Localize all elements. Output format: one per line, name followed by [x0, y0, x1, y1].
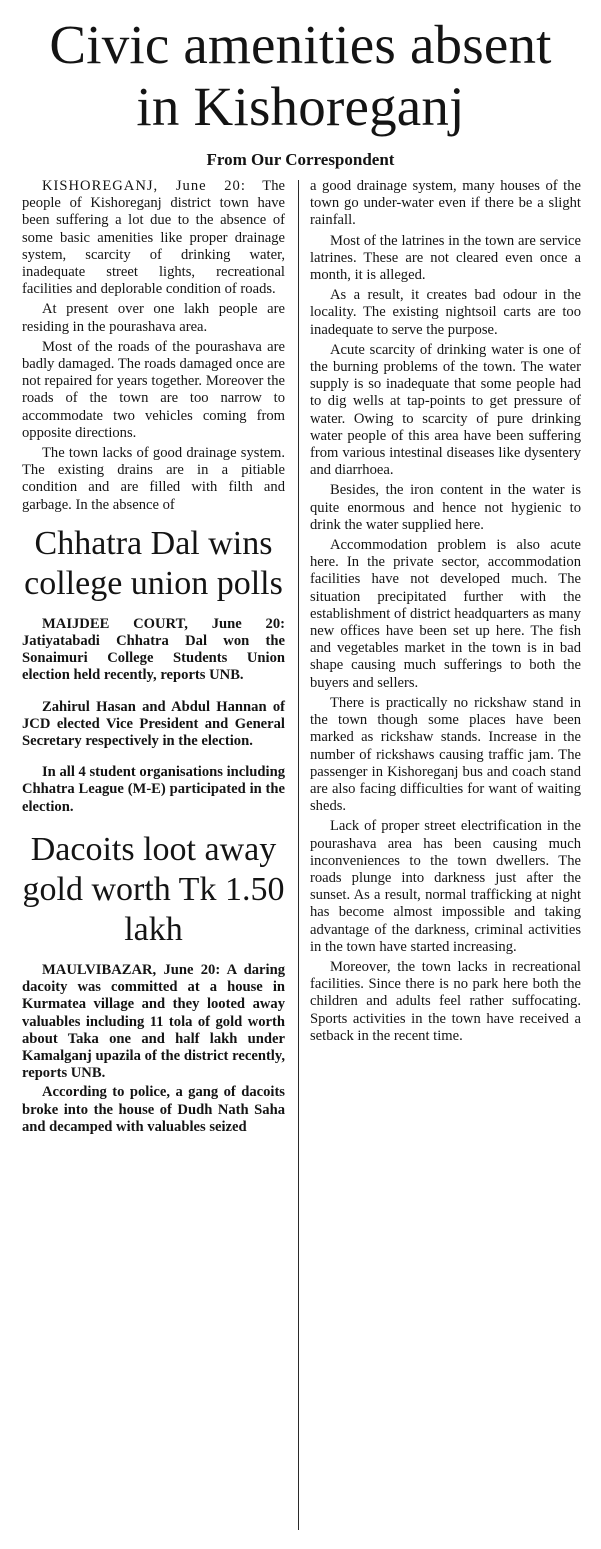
story2-body: [22, 616, 285, 816]
article-paragraph: [22, 178, 285, 298]
story3-paragraph: According to police, a gang of dacoits broke into the house of Dudh Nath Saha and decamped with valuables seized: [22, 1084, 285, 1135]
article-paragraph: Acute scarcity of drinking water is one of the burning problems of the town. The water supply is so inadequate that some people had to dig wells at tap-points to get pressure of water. Owing to scarcity of pure drinking water people of this area have been suffering from various intestinal diseases like dysentery and diarrhoea.: [310, 341, 581, 479]
story2-paragraph: Zahirul Hasan and Abdul Hannan of JCD elected Vice President and General Secretary respectively in the election.: [22, 698, 285, 750]
article-paragraph: Lack of proper street electrification in the pourashava area has been causing much inconveniences to the town dwellers. The roads plunge into darkness just after the sunset. As a result, normal trafficking at night has become almost impossible and taking advantage of the darkness, criminal activities in the town have started increasing.: [310, 818, 581, 955]
dateline: KISHOREGANJ, June 20:: [42, 178, 246, 194]
main-headline-line-1: Civic amenities absent: [49, 14, 552, 75]
left-column: [22, 178, 285, 1138]
main-headline: [0, 14, 601, 138]
article-paragraph: As a result, it creates bad odour in the locality. The existing nightsoil carts are too inadequate to serve the purpose.: [310, 287, 581, 338]
story2-headline: Chhatra Dal wins college union polls: [24, 524, 283, 602]
column-divider: [298, 180, 299, 1530]
main-headline-line-2: in Kishoreganj: [136, 76, 465, 137]
story3-body: [22, 962, 285, 1136]
story3-paragraph: MAULVIBAZAR, June 20: A daring dacoity was committed at a house in Kurmatea village and they looted away valuables including 11 tola of gold worth about Taka one and half lakh under Kamalganj upazila of the district recently, reports UNB.: [22, 961, 285, 1082]
story3-headline: Dacoits loot away gold worth Tk 1.50 lakh: [22, 830, 285, 948]
byline: From Our Correspondent: [206, 150, 395, 169]
story2-paragraph: MAIJDEE COURT, June 20: Jatiyatabadi Chhatra Dal won the Sonaimuri College Students Union election held recently, reports UNB.: [22, 615, 285, 684]
right-column: [310, 178, 581, 1048]
article-paragraph: Most of the roads of the pourashava are badly damaged. The roads damaged once are not repaired for years together. Moreover the roads of the town are too narrow to accommodate two vehicles coming from opposite directions.: [22, 338, 285, 441]
article-paragraph: Most of the latrines in the town are service latrines. These are not cleared even once a month, it is alleged.: [310, 232, 581, 284]
article-paragraph: The town lacks of good drainage system. The existing drains are in a pitiable condition and are filled with filth and garbage. In the absence of: [22, 445, 285, 513]
story2-paragraph: In all 4 student organisations including Chhatra League (M-E) participated in the election.: [22, 764, 285, 815]
article-text: The people of Kishoreganj district town have been suffering a lot due to the absence of some basic amenities like proper drainage system, scarcity of drinking water, inadequate street lights, recreational facilities and deplorable condition of roads.: [22, 178, 285, 298]
article-paragraph: a good drainage system, many houses of the town go under-water even if there be a slight rainfall.: [310, 178, 581, 229]
article-paragraph: At present over one lakh people are residing in the pourashava area.: [22, 301, 285, 335]
article-paragraph: Besides, the iron content in the water is quite enormous and hence not hygienic to drink the water supplied here.: [310, 482, 581, 533]
article-paragraph: There is practically no rickshaw stand in the town though some places have been marked as rickshaw stands. Increase in the number of rickshaws causing traffic jam. The passenger in Kishoreganj bus and coach stand are also facing difficulties for want of waiting sheds.: [310, 694, 581, 815]
article-paragraph: Moreover, the town lacks in recreational facilities. Since there is no park here both the children and adults feel rather suffocating. Sports activities in the town have received a setback in the recent time.: [310, 958, 581, 1044]
article-paragraph: Accommodation problem is also acute here. In the private sector, accommodation facilities have not developed much. The situation precipitated further with the establishment of district headquarters as many new offices have been set up here. The fish and vegetables market in the town is in bad shape causing much sufferings to both the buyers and sellers.: [310, 537, 581, 691]
